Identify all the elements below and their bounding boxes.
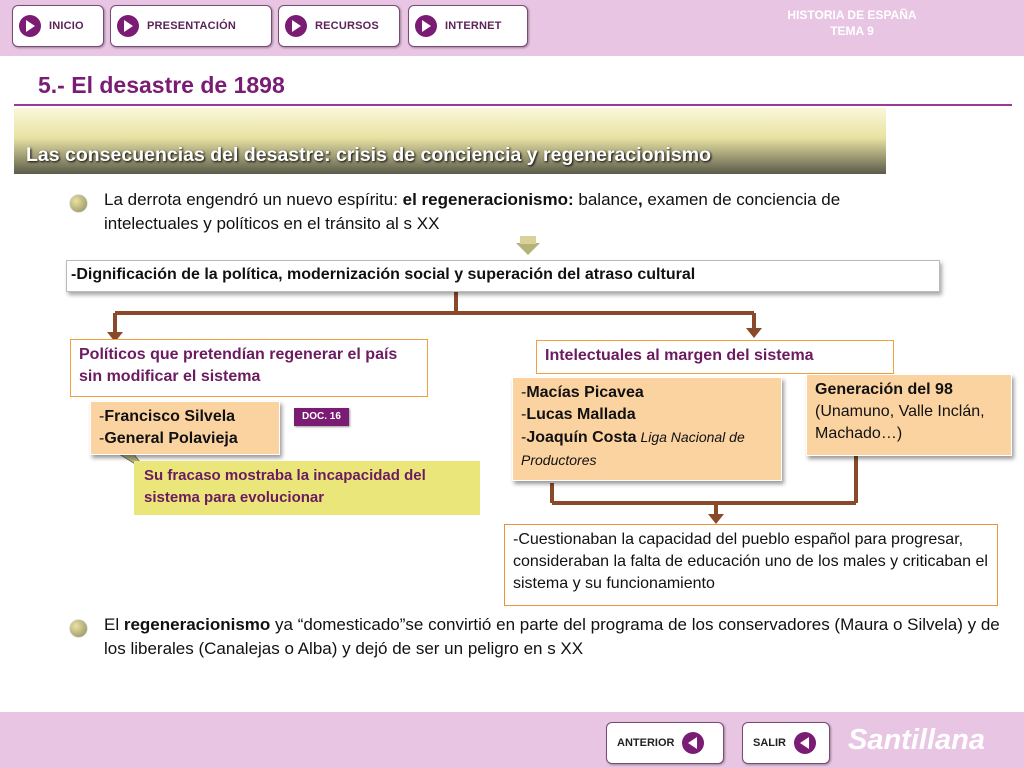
bullet-icon	[70, 195, 87, 212]
paragraph-regeneracionismo	[104, 188, 884, 236]
intellectual-name: Macías Picavea	[526, 384, 644, 401]
intellectuals-list	[512, 377, 782, 481]
politician-name: General Polavieja	[104, 430, 238, 447]
list-dash: -	[99, 430, 105, 447]
intellectual-name: Joaquín Costa	[526, 429, 637, 446]
p1-text-d: ,	[637, 190, 643, 209]
intellectual-item: -Joaquín Costa Liga Nacional de Productores	[521, 429, 745, 468]
intellectual-name: Lucas Mallada	[526, 406, 636, 423]
p2-text-a: El	[104, 615, 124, 634]
fracaso-note: Su fracaso mostraba la incapacidad del sistema para evolucionar	[134, 461, 480, 515]
dignificacion-box: -Dignificación de la política, modernización social y superación del atraso cultural	[66, 260, 940, 292]
generacion-98-title: Generación del 98	[815, 381, 953, 398]
anterior-button[interactable]	[606, 722, 724, 764]
politician-item	[99, 406, 271, 428]
salir-label: SALIR	[753, 737, 786, 749]
intelectuales-box: Intelectuales al margen del sistema	[536, 340, 894, 374]
politicians-list	[90, 401, 280, 455]
politician-item	[99, 428, 271, 450]
back-arrow-icon	[682, 732, 704, 754]
liga-nacional-note: Liga Nacional de Productores	[521, 429, 745, 468]
presentacion-label: PRESENTACIÓN	[147, 20, 236, 32]
generacion-98-members: (Unamuno, Valle Inclán, Machado…)	[815, 403, 985, 442]
doc-16-link[interactable]: DOC. 16	[294, 408, 349, 426]
politicos-box: Políticos que pretendían regenerar el país sin modificar el sistema	[70, 339, 428, 397]
inicio-label: INICIO	[49, 20, 84, 32]
bullet-icon	[70, 620, 87, 637]
recursos-label: RECURSOS	[315, 20, 379, 32]
brand-line-2: TEMA 9	[830, 24, 874, 38]
brand-line-1: HISTORIA DE ESPAÑA	[787, 8, 917, 22]
p1-text-a: La derrota engendró un nuevo espíritu:	[104, 190, 403, 209]
salir-button[interactable]	[742, 722, 830, 764]
p1-text-e: examen de conciencia de intelectuales y políticos en el tránsito al s XX	[104, 190, 841, 233]
p2-text-c: ya “domesticado”se convirtió en parte del programa de los conservadores (Maura o Silvela) y de los liberales (Canalejas o Alba) y dejó de ser un peligro en s XX	[104, 615, 1000, 658]
intellectual-item: -Macías Picavea	[521, 384, 644, 401]
anterior-label: ANTERIOR	[617, 737, 675, 749]
back-arrow-icon	[794, 732, 816, 754]
list-dash: -	[99, 408, 105, 425]
paragraph-domesticado	[104, 613, 1004, 661]
p1-text-b: el regeneracionismo:	[402, 190, 574, 209]
internet-label: INTERNET	[445, 20, 502, 32]
politician-name: Francisco Silvela	[104, 408, 236, 425]
page-title: 5.- El desastre de 1898	[38, 72, 285, 98]
intellectual-item: -Lucas Mallada	[521, 406, 636, 423]
cuestionaban-box: -Cuestionaban la capacidad del pueblo español para progresar, consideraban la falta de educación uno de los males y criticaban el sistema y su funcionamiento	[504, 524, 998, 606]
generacion-98-box	[806, 374, 1012, 456]
santillana-logo: Santillana	[848, 724, 985, 756]
p1-text-c: balance	[573, 190, 638, 209]
p2-text-b: regeneracionismo	[123, 615, 271, 634]
section-heading: Las consecuencias del desastre: crisis de conciencia y regeneracionismo	[26, 144, 711, 166]
